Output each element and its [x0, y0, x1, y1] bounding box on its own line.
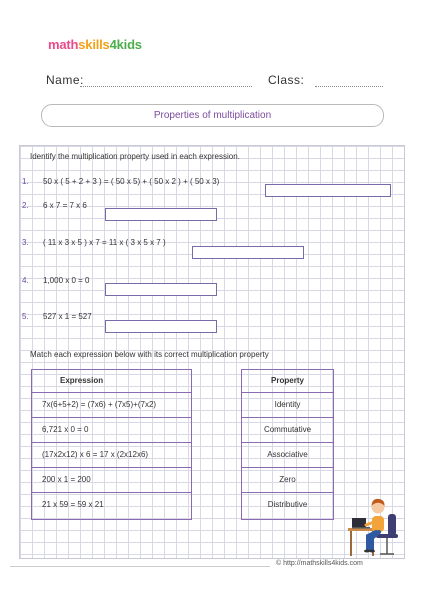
class-label: Class:	[268, 73, 305, 87]
question-text: 50 x ( 5 + 2 + 3 ) = ( 50 x 5) + ( 50 x 2 ) + ( 50 x 3)	[43, 177, 220, 186]
table-row	[32, 443, 191, 468]
question-number: 1.	[22, 177, 29, 186]
footer-divider	[10, 566, 270, 567]
property-cell: Identity	[274, 400, 301, 409]
part1-instruction: Identify the multiplication property used in each expression.	[30, 152, 240, 161]
name-label: Name:	[46, 73, 84, 87]
expression-cell: 200 x 1 = 200	[42, 475, 91, 484]
table-row	[242, 443, 333, 468]
property-header: Property	[271, 376, 304, 385]
property-cell: Zero	[279, 475, 296, 484]
answer-box[interactable]	[105, 283, 217, 296]
table-row	[32, 468, 191, 493]
worksheet-title: Properties of multiplication	[41, 104, 384, 127]
question-number: 2.	[22, 201, 29, 210]
expression-table	[31, 369, 192, 520]
expression-cell: 7x(6+5+2) = (7x6) + (7x5)+(7x2)	[42, 400, 157, 409]
table-header-row	[32, 370, 191, 393]
answer-box[interactable]	[105, 320, 217, 333]
question-number: 4.	[22, 276, 29, 285]
table-row	[32, 418, 191, 443]
property-cell: Associative	[267, 450, 308, 459]
table-row	[242, 493, 333, 517]
table-row	[242, 468, 333, 493]
property-cell: Distributive	[267, 500, 308, 509]
question-number: 3.	[22, 238, 29, 247]
logo: mathskills4kids	[48, 37, 142, 52]
question-text: 1,000 x 0 = 0	[43, 276, 90, 285]
question-text: 6 x 7 = 7 x 6	[43, 201, 87, 210]
table-row	[32, 393, 191, 418]
table-row	[32, 493, 191, 517]
expression-cell: 6,721 x 0 = 0	[42, 425, 89, 434]
part2-instruction: Match each expression below with its correct multiplication property	[30, 350, 269, 359]
question-text: ( 11 x 3 x 5 ) x 7 = 11 x ( 3 x 5 x 7 )	[43, 238, 166, 247]
copyright-text: © http://mathskills4kids.com	[276, 560, 363, 567]
answer-box[interactable]	[105, 208, 217, 221]
question-text: 527 x 1 = 527	[43, 312, 92, 321]
question-number: 5.	[22, 312, 29, 321]
expression-header: Expression	[60, 376, 104, 385]
property-table	[241, 369, 334, 520]
answer-box[interactable]	[265, 184, 391, 197]
name-field[interactable]	[80, 86, 252, 87]
child-at-desk-illustration	[346, 492, 402, 558]
expression-cell: (17x2x12) x 6 = 17 x (2x12x6)	[42, 450, 149, 459]
table-header-row	[242, 370, 333, 393]
answer-box[interactable]	[192, 246, 304, 259]
expression-cell: 21 x 59 = 59 x 21	[42, 500, 104, 509]
table-row	[242, 418, 333, 443]
class-field[interactable]	[315, 86, 383, 87]
table-row	[242, 393, 333, 418]
property-cell: Commutative	[263, 425, 312, 434]
